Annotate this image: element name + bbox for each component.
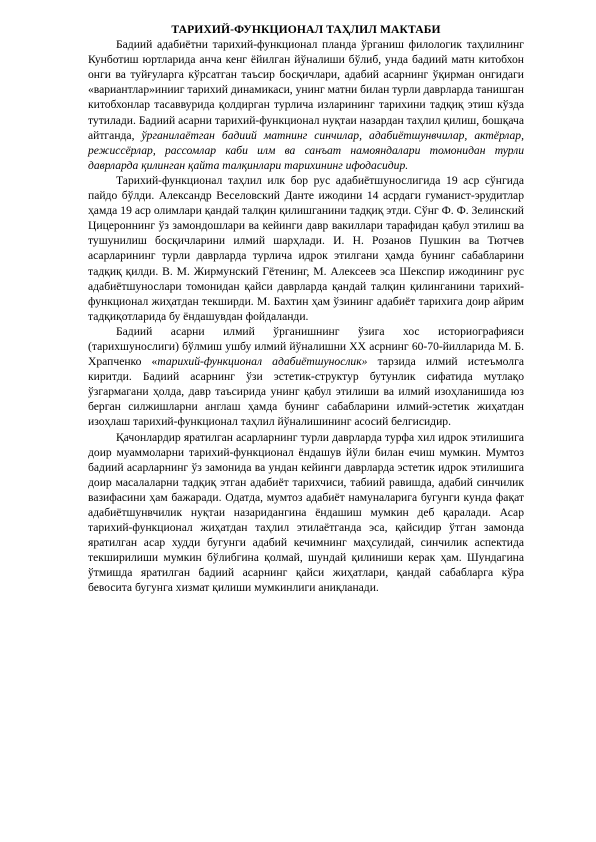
page-title: ТАРИХИЙ-ФУНКЦИОНАЛ ТАҲЛИЛ МАКТАБИ [171, 23, 441, 36]
paragraph-1-text: Бадиий адабиётни тарихий-функционал планда ўрганиш филологик таҳлилнинг Кунботиш юртларида анча кенг ёйилган йўналиши бўлиб, унда бадиий матн китобхон онги ва туйғуларга кўрсатган таъсир босқичлари, адабий асарнинг ўқирман онгидаги «вариантлар»инииг тарихий динамикаси, унинг матни билан турли даврларда танишган китобхонлар тасаввурида қолдирган турлича изларининг тарихини тадқиқ этиш кўзда тутилади. Бадиий асарни тарихий-функционал нуқтаи назардан таҳлил қилиш, бошқача айтганда, [88, 38, 524, 142]
paragraph-2: Тарихий-функционал таҳлил илк бор рус адабиётшунослигида 19 аср сўнгида пайдо бўлди. Александр Веселовский Данте ижодини 14 асрдаги гуманист-эрудитлар ҳамда 19 аср олимлари қандай талқин қилишганини тадқиқ этди. Сўнг Ф. Ф. Зелинский Цицероннинг ўз замондошлари ва кейинги давр вакиллари тарафидан қабул этилиш ва тушунилиш босқичларини илмий шарҳлади. И. Н. Розанов Пушкин ва Тютчев асарларининг турли даврларда турлича идрок этилгани ҳамда бунинг сабабларини тадқиқ қилди. В. М. Жирмунский Гётенинг, М. Алексеев эса Шекспир ижодининг рус адабиётшунослари томонидан қайси даврларда қандай талқин қилинганини тарихий-функционал жиҳатдан текширди. М. Бахтин ҳам ўзининг адабиёт тарихига доир айрим тадқиқотларида бу ёндашувдан фойдаланди. [88, 173, 524, 323]
paragraph-1 [88, 37, 524, 173]
paragraph-3-text-start: Бадиий асарни илмий ўрганишнинг ўзига хос историографияси (тарихшунослиги) бўлмиш ушбу илмий йўналишни XX асрнинг 60-70-йилларида М. Б. Храпченко « [88, 324, 524, 369]
document-page [88, 22, 524, 596]
paragraph-4: Қачонлардир яратилган асарларнинг турли даврларда турфа хил идрок этилишига доир муаммоларни тарихий-функционал ёндашув йўли билан ечиш мумкин. Мумтоз бадиий асарларнинг ўз замонида ва ундан кейинги даврларда эстетик идрок этилишига доир масалаларни тадқиқ этган адабиёт тарихчиси, табиий равишда, адабий синчилик вазифасини ҳам бажаради. Одатда, мумтоз адабиёт намуналарига бугунги кунда фақат адабиётшунвчилик нуқтаи назаридангина ёндашиш мумкин деб қаралади. Асар тарихий-функционал жиҳатдан таҳлил этилаётганда эса, қайсидир ўтган замонда яратилган асар худди бугунги адабий кечимнинг маҳсулидай, синчилик аспектида текширилиши мумкин бўлибгина қолмай, шундай қилиниши керак ҳам. Шундагина ўтмишда яратилган бадиий асарнинг қайси жиҳатлари, қандай сабабларга кўра бевосита бугунга хизмат қилиши мумкинлиги аниқланади. [88, 430, 524, 595]
paragraph-3-text-end: тарзида илмий истеъмолга киритди. Бадиий асарнинг ўзи эстетик-структур бутунлик сифатида мутлақо ўзгармагани ҳолда, давр таъсирида унинг қабул этилиши ва илмий изоҳланишида юз берган силжишларни англаш ҳамда бунинг сабабларини илмий-эстетик жиҳатдан изоҳлаш тарихий-функционал таҳлил йўналишининг асосий белгисидир. [88, 355, 524, 429]
paragraph-1-italic-text: ўрганилаётган бадиий матнинг синчилар, адабиётшунвчилар, актёрлар, режиссёрлар, рассомлар каби илм ва санъат намояндалари томонидан турли даврларда қилинган қайта талқинлари тарихининг ифодасидир. [88, 128, 524, 172]
paragraph-3-italic-text: тарихий-функционал адабиётшунослик» [157, 355, 368, 369]
paragraph-3 [88, 324, 524, 430]
